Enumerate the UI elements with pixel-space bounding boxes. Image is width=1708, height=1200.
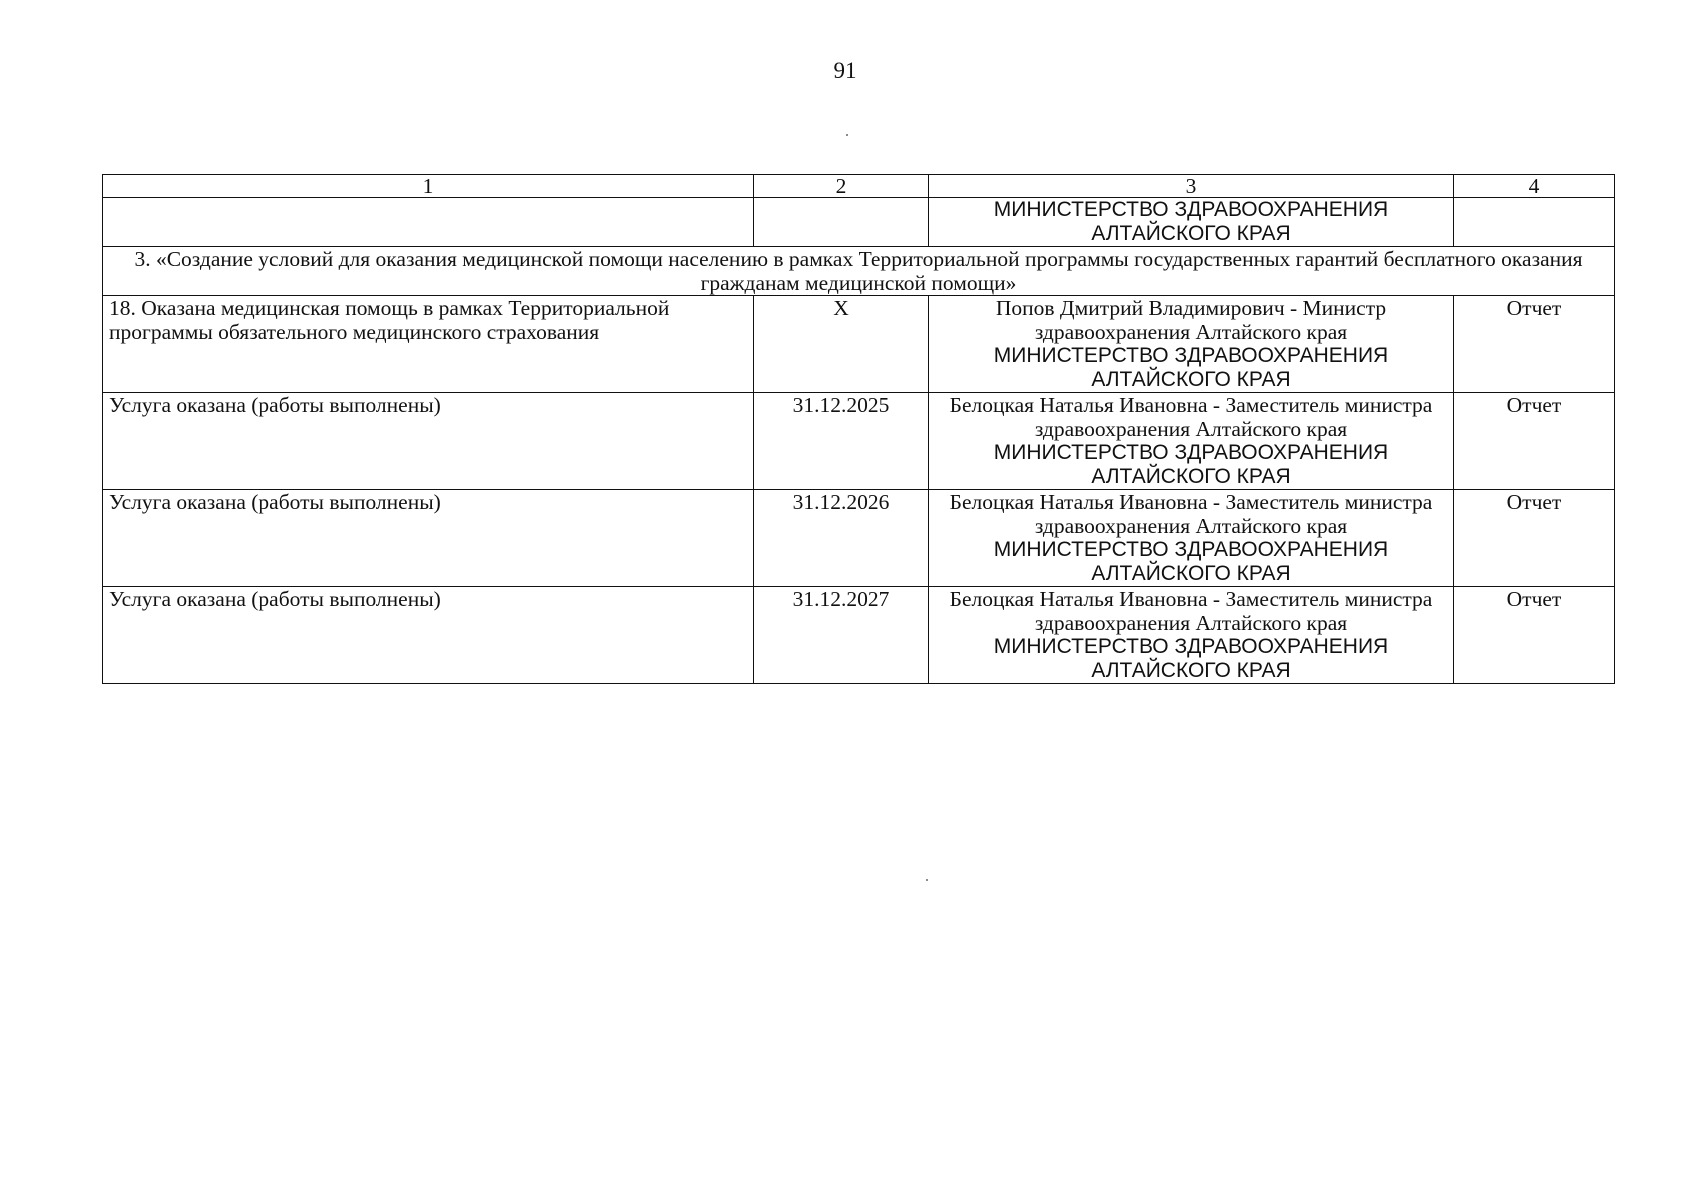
responsible-org: МИНИСТЕРСТВО ЗДРАВООХРАНЕНИЯ АЛТАЙСКОГО КРАЯ — [993, 441, 1389, 488]
column-number-2: 2 — [754, 175, 929, 198]
responsible-person: Белоцкая Наталья Ивановна - Заместитель министра здравоохранения Алтайского края — [949, 587, 1433, 635]
column-number-3: 3 — [929, 175, 1454, 198]
date-cell: 31.12.2025 — [754, 393, 929, 490]
responsible-person: Белоцкая Наталья Ивановна - Заместитель министра здравоохранения Алтайского края — [949, 490, 1433, 538]
responsible-person: Белоцкая Наталья Ивановна - Заместитель министра здравоохранения Алтайского края — [949, 393, 1433, 441]
table-header-row — [103, 175, 1615, 198]
scan-speck — [926, 879, 928, 881]
date-cell — [754, 198, 929, 247]
responsible-cell — [929, 296, 1454, 393]
scan-speck — [846, 134, 848, 136]
date-cell: 31.12.2027 — [754, 587, 929, 684]
event-cell — [103, 198, 754, 247]
document-cell: Отчет — [1454, 490, 1615, 587]
responsible-org: МИНИСТЕРСТВО ЗДРАВООХРАНЕНИЯ АЛТАЙСКОГО КРАЯ — [993, 538, 1389, 585]
event-cell: 18. Оказана медицинская помощь в рамках Территориальной программы обязательного медицинского страхования — [103, 296, 754, 393]
table-row — [103, 490, 1615, 587]
event-cell: Услуга оказана (работы выполнены) — [103, 490, 754, 587]
table-row — [103, 393, 1615, 490]
event-cell: Услуга оказана (работы выполнены) — [103, 587, 754, 684]
document-cell: Отчет — [1454, 296, 1615, 393]
page-number: 91 — [833, 58, 857, 83]
table-row — [103, 587, 1615, 684]
responsible-org: МИНИСТЕРСТВО ЗДРАВООХРАНЕНИЯ АЛТАЙСКОГО КРАЯ — [993, 344, 1389, 391]
responsible-org: МИНИСТЕРСТВО ЗДРАВООХРАНЕНИЯ АЛТАЙСКОГО КРАЯ — [993, 635, 1389, 682]
responsible-person: Попов Дмитрий Владимирович - Министр здравоохранения Алтайского края — [995, 296, 1387, 344]
responsible-cell — [929, 587, 1454, 684]
responsible-cell — [929, 490, 1454, 587]
event-cell: Услуга оказана (работы выполнены) — [103, 393, 754, 490]
document-cell: Отчет — [1454, 393, 1615, 490]
date-cell: 31.12.2026 — [754, 490, 929, 587]
table-row — [103, 296, 1615, 393]
document-cell: Отчет — [1454, 587, 1615, 684]
date-cell: X — [754, 296, 929, 393]
responsible-cell — [929, 393, 1454, 490]
responsible-cell — [929, 198, 1454, 247]
section-row — [103, 247, 1615, 296]
column-number-1: 1 — [103, 175, 754, 198]
column-number-4: 4 — [1454, 175, 1615, 198]
table-row — [103, 198, 1615, 247]
section-title: 3. «Создание условий для оказания медицинской помощи населению в рамках Территориальной программы государственных гарантий бесплатного оказания гражданам медицинской помощи» — [103, 247, 1615, 296]
plan-table — [102, 174, 1615, 684]
responsible-org: МИНИСТЕРСТВО ЗДРАВООХРАНЕНИЯ АЛТАЙСКОГО КРАЯ — [993, 198, 1389, 245]
document-cell — [1454, 198, 1615, 247]
